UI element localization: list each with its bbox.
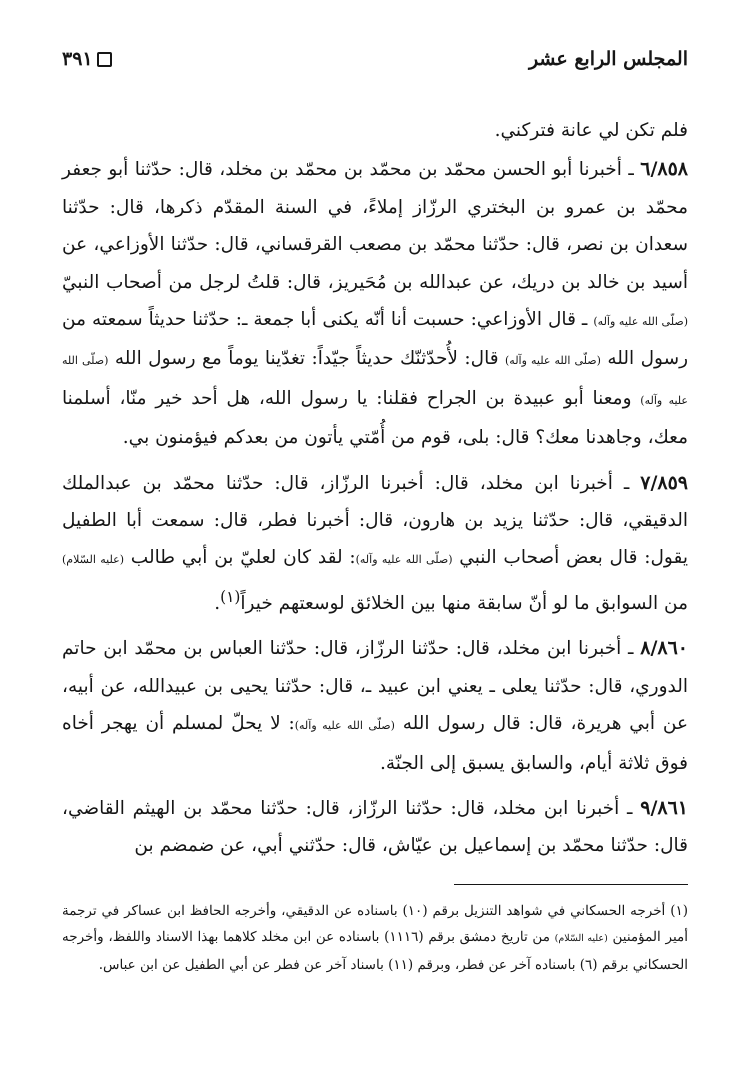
hadith-text: من السوابق ما لو أنّ سابقة منها بين الخلائق لوسعتهم خيراً	[240, 593, 688, 615]
hadith-number: ٧/٨٥٩	[640, 471, 688, 494]
chapter-title: المجلس الرابع عشر	[528, 48, 688, 70]
footnote-divider	[454, 884, 688, 885]
salawat-mark: (صلّى الله عليه وآله)	[355, 553, 453, 567]
hadith-text: ـ أخبرنا أبو الحسن محمّد بن محمّد بن محمّد بن مخلد، قال: حدّثنا أبو جعفر محمّد بن عمرو بن البختري الرزّاز إملاءً، في السنة المقدّم ذكرها، قال: حدّثنا سعدان بن نصر، قال: حدّثنا محمّد بن مصعب القرقساني، قال: حدّثنا الأوزاعي، عن أسيد بن خالد بن دريك، عن عبدالله بن مُحَيريز، قال: قلتُ لرجل من أصحاب النبيّ	[62, 159, 688, 293]
salawat-mark: (صلّى الله عليه وآله)	[505, 354, 601, 368]
hadith-858	[62, 151, 688, 456]
hadith-text: ـ أخبرنا ابن مخلد، قال: حدّثنا الرزّاز، قال: حدّثنا محمّد بن الهيثم القاضي، قال: حدّثنا محمّد بن إسماعيل بن عيّاش، قال: حدّثني أبي، عن ضمضم بن	[62, 798, 688, 857]
salawat-mark: (صلّى الله عليه وآله)	[593, 315, 688, 329]
hadith-text: : لقد كان لعليّ بن أبي طالب	[124, 547, 356, 569]
salawat-mark: (عليه السّلام)	[554, 933, 608, 944]
main-text	[62, 112, 688, 873]
hadith-text: .	[214, 593, 221, 615]
hadith-860	[62, 630, 688, 782]
hadith-number: ٩/٨٦١	[640, 797, 688, 820]
square-ornament-icon	[97, 52, 112, 67]
hadith-text: ـ أخبرنا ابن مخلد، قال: حدّثنا الرزّاز، قال: حدّثنا العباس بن محمّد ابن حاتم الدوري، قال: حدّثنا يعلى ـ يعني ابن عبيد ـ، قال: حدّثنا يحيى بن عبيدالله، عن أبيه، عن أبي هريرة، قال: قال رسول الله	[62, 638, 688, 735]
salawat-mark: (صلّى الله عليه وآله)	[62, 354, 688, 407]
intro-line: فلم تكن لي عانة فتركني.	[494, 120, 688, 141]
hadith-number: ٨/٨٦٠	[640, 637, 688, 660]
footnote-ref[interactable]: (١)	[220, 587, 241, 606]
hadith-text: : لا يحلّ لمسلم أن يهجر أخاه فوق ثلاثة أيام، والسابق يسبق إلى الجنّة.	[62, 713, 688, 774]
footnote-text: من تاريخ دمشق برقم (١١١٦) باسناده عن ابن مخلد كلاهما بهذا الاسناد واللفظ، وأخرجه الحسكاني برقم (٦) باسناده آخر عن فطر، وبرقم (١١) باسناد آخر عن فطر عن أبي الطفيل عن ابن عباس.	[62, 929, 688, 973]
hadith-text: قال: لأُحدّثنّك حديثاً جيّداً: تغدّينا يوماً مع رسول الله	[108, 348, 506, 370]
running-header	[62, 44, 688, 80]
hadith-861	[62, 790, 688, 865]
hadith-text: ومعنا أبو عبيدة بن الجراح فقلنا: يا رسول الله، هل أحد خير منّا، أسلمنا معك، وجاهدنا معك؟ قال: بلى، قوم من أُمّتي يأتون من بعدكم فيؤمنون بي.	[62, 387, 688, 449]
page-number-block	[62, 48, 112, 70]
footnote-text: (١) أخرجه الحسكاني في شواهد التنزيل برقم (١٠) باسناده عن الدقيقي، وأخرجه الحافظ ابن عساكر في ترجمة أمير المؤمنين	[62, 903, 689, 945]
page-number: ٣٩١	[62, 48, 93, 70]
hadith-859	[62, 465, 688, 623]
salawat-mark: (عليه السّلام)	[62, 553, 124, 567]
hadith-text: ـ أخبرنا ابن مخلد، قال: أخبرنا الرزّاز، قال: حدّثنا محمّد بن عبدالملك الدقيقي، قال: حدّثنا يزيد بن هارون، قال: أخبرنا فطر، قال: سمعت أبا الطفيل يقول: قال بعض أصحاب النبي	[62, 472, 688, 569]
hadith-number: ٦/٨٥٨	[640, 158, 688, 181]
hadith-text: ـ قال الأوزاعي: حسبت أنا أنّه يكنى أبا جمعة ـ: حدّثنا حديثاً سمعته من رسول الله	[62, 309, 689, 370]
salawat-mark: (صلّى الله عليه وآله)	[294, 719, 395, 733]
footnote	[62, 898, 688, 978]
